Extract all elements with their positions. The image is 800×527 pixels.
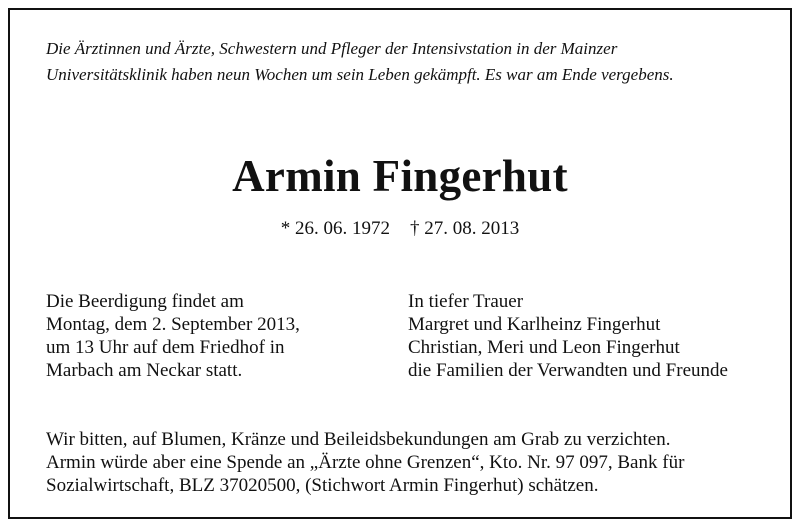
birth-date: * 26. 06. 1972 bbox=[280, 218, 390, 239]
funeral-info bbox=[46, 290, 300, 382]
request-line: Armin würde aber eine Spende an „Ärzte ohne Grenzen“, Kto. Nr. 97 097, Bank für bbox=[46, 452, 685, 473]
funeral-line: Montag, dem 2. September 2013, bbox=[46, 314, 300, 335]
mourners-line: die Familien der Verwandten und Freunde bbox=[408, 360, 728, 381]
death-date: † 27. 08. 2013 bbox=[410, 218, 520, 239]
donation-request bbox=[46, 428, 684, 497]
funeral-line: Die Beerdigung findet am bbox=[46, 291, 244, 312]
funeral-line: Marbach am Neckar statt. bbox=[46, 360, 243, 381]
funeral-line: um 13 Uhr auf dem Friedhof in bbox=[46, 337, 285, 358]
mourners-line: Christian, Meri und Leon Fingerhut bbox=[408, 337, 680, 358]
request-line: Sozialwirtschaft, BLZ 37020500, (Stichwort Armin Fingerhut) schätzen. bbox=[46, 475, 599, 496]
mourners-line: In tiefer Trauer bbox=[408, 291, 524, 312]
mourners-line: Margret und Karlheinz Fingerhut bbox=[408, 314, 661, 335]
request-line: Wir bitten, auf Blumen, Kränze und Beileidsbekundungen am Grab zu verzichten. bbox=[46, 429, 671, 450]
life-dates bbox=[0, 218, 800, 240]
intro-text bbox=[46, 36, 766, 88]
intro-line: Universitätsklinik haben neun Wochen um sein Leben gekämpft. Es war am Ende vergebens. bbox=[46, 65, 674, 84]
deceased-name: Armin Fingerhut bbox=[232, 151, 568, 201]
mourners-list bbox=[408, 290, 728, 382]
intro-line: Die Ärztinnen und Ärzte, Schwestern und Pfleger der Intensivstation in der Mainzer bbox=[46, 39, 618, 58]
